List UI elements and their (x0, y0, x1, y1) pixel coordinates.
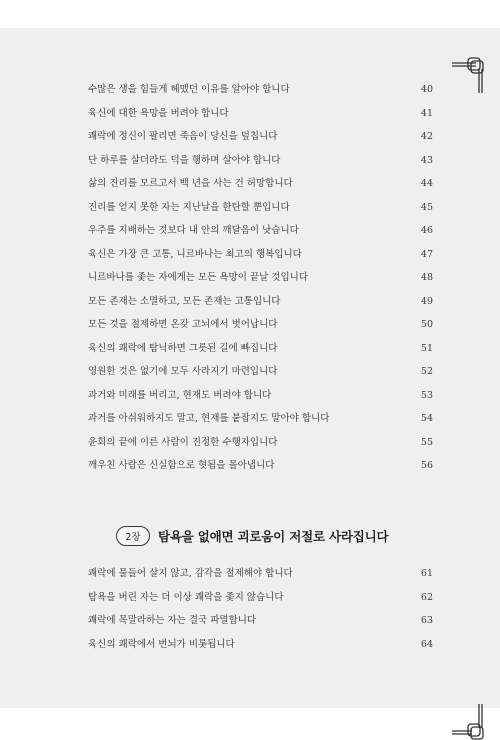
toc-entry[interactable] (88, 219, 433, 243)
chapter-title: 탐욕을 없애면 괴로움이 저절로 사라집니다 (158, 529, 389, 544)
toc-entry-page: 53 (420, 389, 433, 401)
toc-entry-page: 64 (420, 638, 433, 650)
toc-entry[interactable] (88, 360, 433, 384)
toc-entry-title: 진리를 얻지 못한 자는 지난날을 한탄할 뿐입니다 (88, 201, 290, 213)
chapter-heading[interactable] (116, 523, 388, 549)
toc-entry-title: 니르바나를 좇는 자에게는 모든 욕망이 끝날 것입니다 (88, 272, 309, 283)
toc-entry[interactable] (88, 337, 433, 361)
toc-entry-page: 61 (420, 568, 433, 579)
toc-entry[interactable] (88, 586, 433, 610)
toc-entry[interactable] (88, 407, 433, 431)
chapter-badge: 2장 (116, 526, 150, 546)
toc-entry-title: 육신에 대한 욕망을 버려야 합니다 (88, 107, 229, 119)
toc-entry-title: 육신의 쾌락에 탐닉하면 그릇된 길에 빠집니다 (88, 342, 278, 354)
toc-entry-title: 삶의 진리를 모르고서 백 년을 사는 건 허망합니다 (88, 178, 293, 189)
toc-entry-title: 과거와 미래를 버리고, 현재도 버려야 합니다 (88, 389, 272, 401)
toc-entry-title: 우주를 지배하는 것보다 내 안의 깨달음이 낫습니다 (88, 225, 299, 236)
toc-entry[interactable] (88, 290, 433, 314)
toc-entry[interactable] (88, 78, 433, 102)
toc-entry[interactable] (88, 384, 433, 408)
toc-entry-page: 43 (420, 154, 433, 166)
toc-entry-title: 모든 존재는 소멸하고, 모든 존재는 고통입니다 (88, 295, 281, 307)
toc-entry-page: 54 (420, 413, 433, 424)
toc-entry[interactable] (88, 172, 433, 196)
toc-entry-page: 52 (420, 366, 433, 377)
toc-entry[interactable] (88, 609, 433, 633)
toc-entry[interactable] (88, 125, 433, 149)
knot-ornament-icon (452, 57, 488, 93)
toc-entry-title: 쾌락에 목말라하는 자는 결국 파멸합니다 (88, 615, 257, 626)
toc-entry[interactable] (88, 149, 433, 173)
toc-entry-title: 쾌락에 물들어 살지 않고, 감각을 절제해야 합니다 (88, 568, 293, 579)
toc-entry-page: 48 (420, 272, 433, 283)
corner-ornament-top-right (452, 57, 488, 93)
toc-entry-page: 45 (420, 201, 433, 213)
toc-entry[interactable] (88, 243, 433, 267)
toc-entry[interactable] (88, 313, 433, 337)
toc-entry-title: 수많은 생을 힘들게 헤맸던 이유를 알아야 합니다 (88, 84, 290, 95)
toc-entry-title: 쾌락에 정신이 팔리면 죽음이 당신을 덮칩니다 (88, 131, 278, 142)
toc-entry-page: 51 (420, 342, 433, 354)
toc-entry[interactable] (88, 633, 433, 657)
toc-entry-page: 62 (420, 591, 433, 603)
toc-entry-title: 탐욕을 버린 자는 더 이상 쾌락을 좇지 않습니다 (88, 591, 284, 603)
toc-entry-page: 56 (420, 460, 433, 471)
toc-entry-title: 모든 것을 절제하면 온갖 고뇌에서 벗어납니다 (88, 319, 278, 330)
toc-entry[interactable] (88, 102, 433, 126)
toc-list-chapter-1 (88, 78, 433, 478)
toc-entry-page: 44 (420, 178, 433, 189)
toc-entry[interactable] (88, 562, 433, 586)
toc-entry-title: 육신의 쾌락에서 번뇌가 비롯됩니다 (88, 638, 235, 650)
toc-entry-page: 41 (420, 107, 433, 119)
toc-entry[interactable] (88, 266, 433, 290)
toc-entry-page: 49 (420, 295, 433, 307)
toc-entry-page: 50 (420, 319, 433, 330)
toc-entry-title: 깨우친 사람은 신실함으로 혓됨을 몰아냅니다 (88, 460, 275, 471)
toc-entry-title: 영원한 것은 없기에 모두 사라지기 마련입니다 (88, 366, 278, 377)
toc-entry[interactable] (88, 431, 433, 455)
toc-entry-page: 42 (420, 131, 433, 142)
toc-entry-title: 단 하루를 살더라도 덕을 행하며 살아야 합니다 (88, 154, 281, 166)
toc-entry-title: 과거를 아쉬워하지도 말고, 현재를 붙잡지도 말아야 합니다 (88, 413, 330, 424)
toc-panel (0, 28, 500, 708)
toc-entry[interactable] (88, 196, 433, 220)
toc-entry-page: 63 (420, 615, 433, 626)
toc-entry-page: 46 (420, 225, 433, 236)
toc-entry-page: 55 (420, 436, 433, 448)
toc-entry-page: 47 (420, 248, 433, 260)
toc-entry-page: 40 (420, 84, 433, 95)
toc-list-chapter-2 (88, 562, 433, 656)
toc-entry-title: 윤회의 끝에 이른 사람이 진정한 수행자입니다 (88, 436, 278, 448)
toc-entry-title: 육신은 가장 큰 고통, 니르바나는 최고의 행복입니다 (88, 248, 302, 260)
toc-entry[interactable] (88, 454, 433, 478)
